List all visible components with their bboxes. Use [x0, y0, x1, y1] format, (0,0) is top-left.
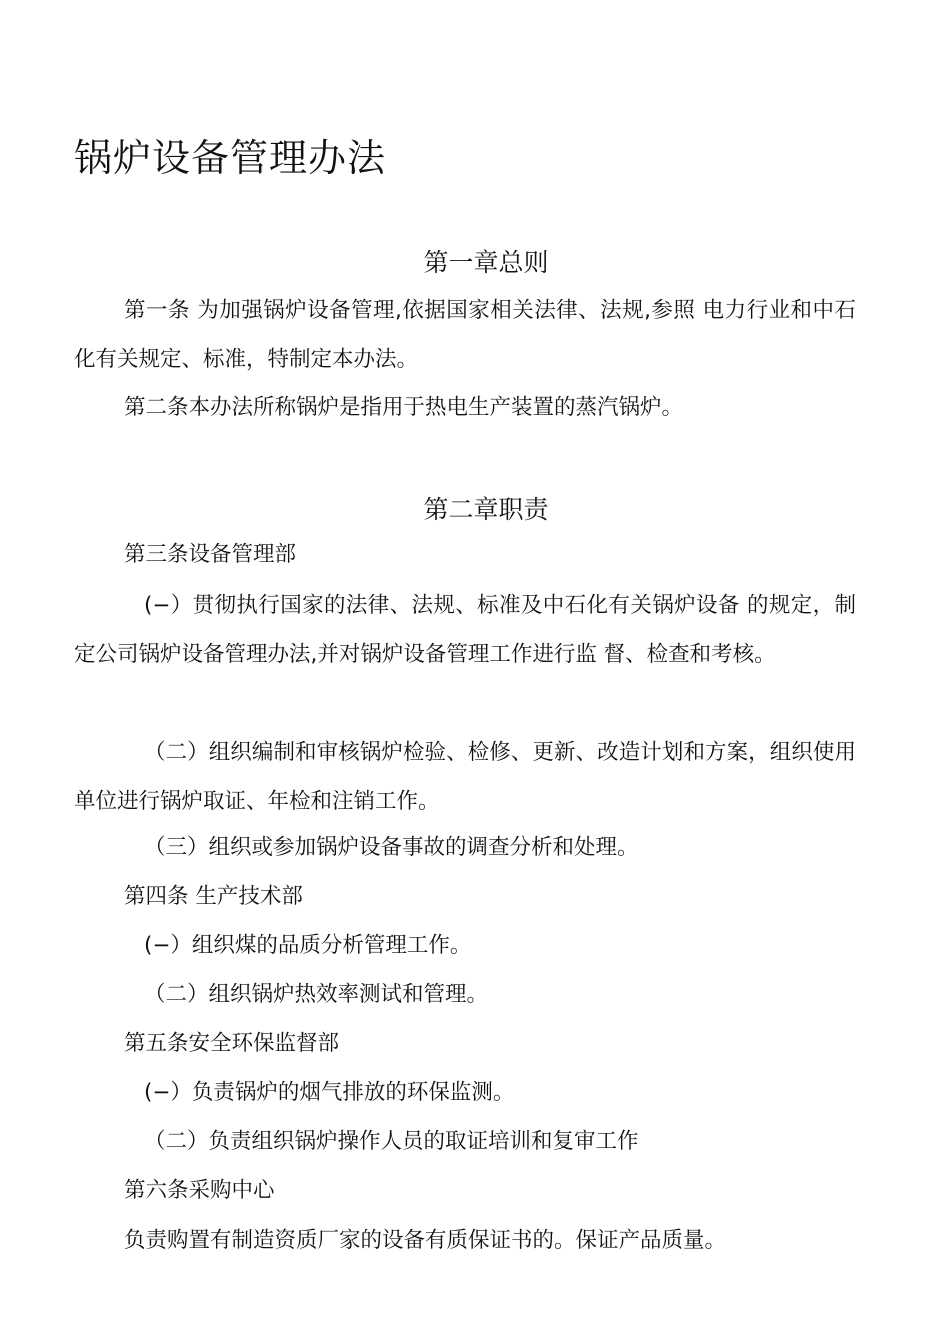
article-4-item-2: （二）组织锅炉热效率测试和管理。: [144, 982, 489, 1007]
article-3-heading: 第三条设备管理部: [124, 542, 297, 567]
article-4-item-1: (−）组织煤的品质分析管理工作。: [144, 933, 472, 958]
article-3-item-1: (−）贯彻执行国家的法律、法规、标准及中石化有关锅炉设备 的规定，制定公司锅炉设备管理办法,并对锅炉设备管理工作进行监 督、检查和考核。: [74, 593, 856, 667]
chapter-1-heading: 第一章总则: [423, 248, 549, 277]
document-title: 锅炉设备管理办法: [74, 136, 387, 180]
article-3-item-2: （二）组织编制和审核锅炉检验、检修、更新、改造计划和方案，组织使用单位进行锅炉取证、年检和注销工作。: [74, 740, 856, 814]
chapter-2-heading: 第二章职责: [423, 495, 549, 524]
article-5-item-1: (−）负责锅炉的烟气排放的环保监测。: [144, 1080, 515, 1105]
article-5-heading: 第五条安全环保监督部: [124, 1031, 340, 1056]
article-5-item-2: （二）负责组织锅炉操作人员的取证培训和复审工作: [144, 1129, 639, 1154]
article-3-item-3: （三）组织或参加锅炉设备事故的调查分析和处理。: [144, 835, 639, 860]
article-6-body: 负责购置有制造资质厂家的设备有质保证书的。保证产品质量。: [124, 1228, 727, 1253]
article-6-heading: 第六条采购中心: [124, 1178, 275, 1203]
article-4-heading: 第四条 生产技术部: [124, 884, 303, 909]
article-1-text: 第一条 为加强锅炉设备管理,依据国家相关法律、法规,参照 电力行业和中石化有关规定、标准，特制定本办法。: [74, 298, 856, 372]
article-2-text: 第二条本办法所称锅炉是指用于热电生产装置的蒸汽锅炉。: [124, 395, 684, 420]
